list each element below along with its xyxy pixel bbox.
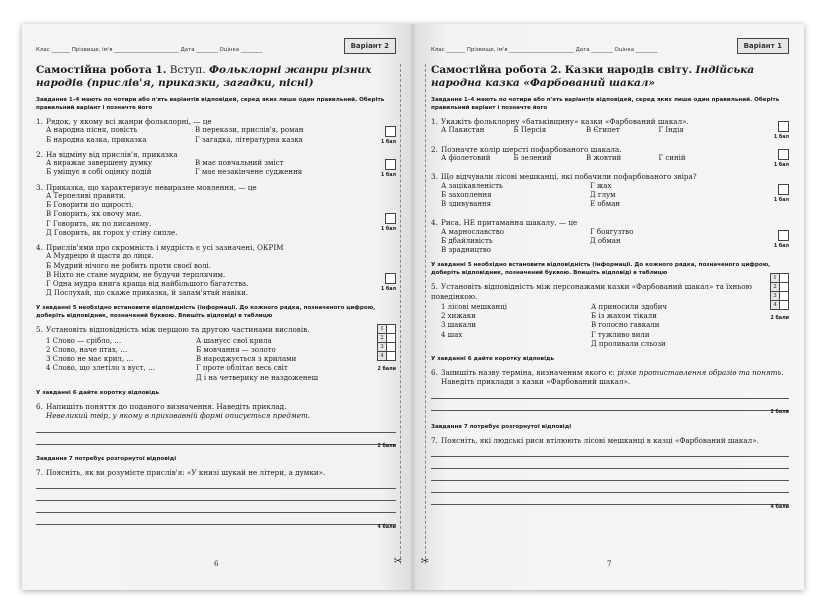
right-column [591, 303, 741, 349]
answer-box[interactable] [778, 121, 789, 132]
work-title [431, 64, 789, 90]
question-number: 5. [431, 282, 438, 292]
option-v[interactable]: В Єгипет [586, 126, 620, 135]
question-number: 1. [36, 117, 43, 126]
student-info-line: Клас _______ Прізвище, ім'я ________________________ Дата ________ Оцінка ________ [36, 47, 263, 53]
question-text: Установіть відповідність між першою та другою частинами висловів. [46, 325, 310, 335]
question-number: 5. [36, 325, 43, 335]
option-v[interactable]: В має повчальний зміст [195, 159, 284, 168]
answer-box[interactable] [778, 149, 789, 160]
option-e[interactable]: Е обман [590, 200, 621, 209]
score-label: 2 бали [377, 444, 396, 450]
option-d[interactable]: Д Послухай, що скаже приказка, й запам'ятай навіки. [46, 289, 249, 298]
option-g[interactable]: Г має незакінчене судження [195, 168, 303, 177]
option-a[interactable]: А зацікавленість [441, 181, 503, 190]
definition-text: різке протиставлення образів та понять. [617, 368, 784, 378]
question-text: На відміну від прислів'я, приказка [46, 149, 178, 159]
page-number: 7 [607, 560, 612, 568]
answer-box[interactable] [385, 213, 396, 224]
grid-num-2: 2 [377, 333, 387, 343]
question-text: Приказка, що характеризує невиразне мовлення, — це [46, 182, 257, 192]
question-text: Укажіть фольклорну «батьківщину» казки «Фарбований шакал». [441, 117, 689, 126]
option-b[interactable]: Б Мудрий нічого не робить проти своєї волі. [46, 261, 212, 270]
options [441, 182, 731, 210]
option-d[interactable]: Д обман [590, 236, 621, 245]
grid-num-4: 4 [377, 351, 387, 361]
answer-line[interactable] [431, 399, 789, 411]
match-item-3: 3 Слово не має крил, … [46, 355, 134, 364]
question-number: 1. [431, 117, 438, 126]
option-a[interactable]: А фіолетовий [441, 154, 491, 163]
option-v[interactable]: В Говорить, як овочу має. [46, 210, 142, 219]
option-v[interactable]: В здивування [441, 200, 492, 209]
match-option-b: Б із жахом тікали [591, 312, 657, 321]
option-g[interactable]: Г синій [658, 154, 686, 163]
instruction-5: У завданні 5 необхідно встановити відповідність (інформації. До кожного рядка, позначеного цифрою, доберіть відповідник, позначений буквою. Впишіть відповіді в таблицю [431, 262, 771, 277]
question-3 [36, 183, 396, 238]
score-label: 1 бал [380, 226, 396, 232]
option-a[interactable]: А виражає завершену думку [46, 159, 153, 168]
options [441, 154, 731, 163]
right-content [431, 38, 789, 510]
score-label: 1 бал [773, 135, 789, 140]
options [441, 126, 731, 135]
matching-columns [441, 303, 741, 349]
option-g[interactable]: Г жах [590, 181, 612, 190]
option-v[interactable]: В жовтий [586, 154, 622, 163]
option-a[interactable]: А Пакистан [441, 126, 485, 135]
grid-num-4: 4 [770, 300, 780, 310]
work-number: Самостійна робота 1. [36, 64, 167, 76]
instruction-6: У завданні 6 дайте коротку відповідь [36, 389, 160, 396]
score-label: 1 бал [773, 244, 789, 250]
answer-line[interactable] [431, 445, 789, 457]
question-number: 2. [36, 149, 43, 159]
variant-label: Варіант 2 [344, 38, 396, 54]
score-label: 2 бали [377, 367, 396, 373]
question-4 [431, 218, 789, 255]
match-option-g: Г тужливо вили [591, 330, 650, 339]
left-page [22, 24, 411, 590]
matching-columns [46, 337, 346, 383]
variant-label: Варіант 1 [737, 38, 789, 54]
work-intro: Казки народів світу. [564, 64, 693, 76]
question-number: 3. [36, 182, 43, 192]
work-topic: Фольклорні жанри різних народів (прислів'я, приказки, загадки, пісні) [36, 64, 372, 89]
grid-answer-4[interactable] [387, 351, 396, 361]
answer-line[interactable] [36, 477, 396, 489]
score-label: 2 бали [770, 316, 789, 322]
answer-grid [770, 274, 789, 310]
option-a[interactable]: А Терпеливі правити. [46, 192, 126, 201]
match-option-a: А шануєс свої крила [196, 336, 272, 345]
option-b[interactable]: Б народна казка, приказка [46, 135, 147, 144]
option-v[interactable]: В Ніхто не стане мудрим, не будучи терплячим. [46, 270, 226, 279]
match-option-g: Г проте облітає весь світ [196, 364, 288, 373]
question-text: Що відчували лісові мешканці, які побачили пофарбованого звіра? [441, 172, 697, 182]
question-tail: Наведіть приклади з казки «Фарбований шакал». [441, 377, 631, 387]
match-item-4: 4 шах [441, 330, 463, 339]
work-intro: Вступ. [169, 64, 206, 76]
scissors-icon: ✂ [393, 556, 403, 567]
right-header [431, 38, 789, 56]
option-g[interactable]: Г загадка, літературна казка [195, 135, 303, 144]
match-option-a: А приносили здобич [591, 303, 667, 312]
match-item-4: 4 Слово, що злетіло з вуст, … [46, 364, 155, 373]
question-2 [36, 150, 396, 178]
instruction-7: Завдання 7 потребує розгорнутої відповіді [431, 423, 572, 430]
left-column [441, 303, 591, 349]
question-text: Поясніть, які людські риси втілюють лісові мешканці в казці «Фарбований шакал». [441, 435, 759, 445]
question-number: 7. [36, 467, 43, 477]
option-a[interactable]: А народна пісня, повість [46, 126, 138, 135]
question-number: 6. [431, 368, 438, 378]
question-3 [431, 172, 789, 209]
answer-box[interactable] [778, 184, 789, 195]
right-page [415, 24, 804, 590]
match-item-1: 1 Слово — срібло, … [46, 336, 122, 345]
question-number: 2. [431, 144, 438, 154]
match-option-d: Д і на четверику не наздоженеш [196, 373, 319, 382]
question-6 [36, 401, 396, 450]
student-info-line: Клас _______ Прізвище, ім'я ________________________ Дата ________ Оцінка ________ [431, 47, 658, 53]
question-1 [36, 117, 396, 145]
question-4 [36, 243, 396, 298]
option-b[interactable]: Б Говорити по щирості. [46, 201, 134, 210]
work-topic: Індійська народна казка «Фарбований шакал» [431, 64, 755, 89]
score-label: 1 бал [380, 172, 396, 178]
match-item-2: 2 Слово, наче птах, … [46, 346, 128, 355]
answer-line[interactable] [431, 493, 789, 505]
option-a[interactable]: А марнославство [441, 227, 504, 236]
cut-line [400, 64, 401, 564]
answer-box[interactable] [385, 273, 396, 284]
answer-line[interactable] [36, 433, 396, 445]
work-title [36, 64, 396, 90]
left-content [36, 38, 396, 530]
left-header [36, 38, 396, 56]
answer-grid [377, 325, 396, 361]
option-g[interactable]: Г Індія [658, 126, 684, 135]
option-b[interactable]: Б захоплення [441, 190, 492, 199]
answer-line[interactable] [36, 501, 396, 513]
question-text: Напишіть поняття до поданого визначення. Наведіть приклад. [46, 401, 287, 411]
grid-num-2: 2 [770, 282, 780, 292]
question-text: Рядок, у якому всі жанри фольклорні, — це [46, 117, 212, 126]
score-label: 4 бали [770, 504, 789, 510]
match-option-v: В народжується з крилами [196, 355, 297, 364]
match-option-b: Б мовчання — золото [196, 346, 276, 355]
left-column [46, 337, 196, 383]
cut-line [425, 64, 426, 564]
option-d[interactable]: Д Говорить, як горох у стіну сипле. [46, 228, 178, 237]
option-b[interactable]: Б Персія [513, 126, 547, 135]
grid-answer-4[interactable] [780, 300, 789, 310]
question-5 [36, 325, 396, 382]
instruction-1-4: Завдання 1–4 мають по чотири або п'ять варіантів відповідей, серед яких лише один правильний. Оберіть правильний варіант і позначте його [431, 97, 780, 111]
answer-line[interactable] [36, 421, 396, 433]
question-text: Риса, НЕ притаманна шакалу, — це [441, 218, 578, 228]
options [46, 159, 336, 177]
question-1 [431, 117, 789, 140]
match-item-3: 3 шакали [441, 321, 477, 330]
match-item-1: 1 лісові мешканці [441, 303, 507, 312]
instruction-6: У завданні 6 дайте коротку відповідь [431, 356, 555, 363]
match-item-2: 2 хижаки [441, 312, 476, 321]
page-number: 6 [214, 560, 219, 568]
answer-line[interactable] [36, 513, 396, 525]
options [46, 192, 336, 238]
match-option-v: В голосно гавкали [591, 321, 660, 330]
option-v[interactable]: В зрадництво [441, 246, 492, 255]
answer-box[interactable] [778, 230, 789, 241]
score-label: 4 бали [377, 524, 396, 530]
grid-num-3: 3 [770, 291, 780, 301]
workbook-spread [22, 24, 804, 590]
definition-text: Невеликий твір, у якому в приховавній формі описується предмет. [46, 411, 311, 421]
grid-num-3: 3 [377, 342, 387, 352]
match-option-d: Д проливали сльози [591, 339, 666, 348]
option-b[interactable]: Б уміщує в собі оцінку подій [46, 168, 152, 177]
question-text: Поясніть, як ви розумієте прислів'я: «У книзі шукай не літери, а думки». [46, 467, 326, 477]
answer-box[interactable] [385, 126, 396, 137]
option-a[interactable]: А Мудрецю й щастя до лиця. [46, 252, 154, 261]
answer-line[interactable] [431, 387, 789, 399]
question-5 [431, 275, 789, 349]
score-label: 1 бал [773, 198, 789, 204]
score-label: 1 бал [380, 287, 396, 293]
option-d[interactable]: Д глум [590, 190, 616, 199]
option-b[interactable]: Б дбайливість [441, 236, 493, 245]
question-text: Установіть відповідність між персонажами казки «Фарбований шакал» та їхньою поведінкою. [431, 282, 752, 301]
answer-line[interactable] [36, 489, 396, 501]
options [46, 252, 336, 298]
option-b[interactable]: Б зелений [513, 154, 552, 163]
answer-line[interactable] [431, 457, 789, 469]
answer-line[interactable] [431, 469, 789, 481]
right-column [196, 337, 346, 383]
question-2 [431, 144, 789, 168]
question-number: 7. [431, 435, 438, 445]
scissors-icon: ✂ [420, 556, 430, 567]
question-number: 4. [431, 218, 438, 228]
option-g[interactable]: Г боягузтво [590, 227, 634, 236]
instruction-5: У завданні 5 необхідно встановити відповідність (інформації. До кожного рядка, позначеного цифрою, доберіть відповідник, позначений буквою. Впишіть відповіді в таблицю [36, 305, 376, 320]
answer-line[interactable] [431, 481, 789, 493]
question-6 [431, 368, 789, 416]
question-text: Позначте колір шерсті пофарбованого шакала. [441, 144, 622, 154]
option-g[interactable]: Г Одна мудра книга краща від найбільшого багатства. [46, 280, 249, 289]
option-v[interactable]: В перекази, прислів'я, роман [195, 126, 304, 135]
score-label: 1 бал [380, 140, 396, 145]
grid-num-1: 1 [377, 324, 387, 334]
question-text: Запишіть назву терміна, визначеним якого є: [441, 368, 615, 378]
score-label: 2 бали [770, 410, 789, 416]
answer-box[interactable] [385, 159, 396, 170]
instruction-7: Завдання 7 потребує розгорнутої відповіді [36, 455, 177, 462]
instruction-1-4: Завдання 1–4 мають по чотири або п'ять варіантів відповідей, серед яких лише один правильний. Оберіть правильний варіант і позначте його [36, 97, 385, 111]
question-7 [36, 467, 396, 530]
question-number: 3. [431, 172, 438, 182]
options [46, 126, 336, 144]
work-number: Самостійна робота 2. [431, 64, 562, 76]
question-text: Прислів'ями про скромність і мудрість є усі зазначені, ОКРІМ [46, 243, 284, 253]
option-g[interactable]: Г Говорить, як по писаному. [46, 219, 152, 228]
question-7 [431, 435, 789, 510]
score-label: 1 бал [773, 162, 789, 168]
question-number: 6. [36, 401, 43, 411]
grid-num-1: 1 [770, 273, 780, 283]
question-number: 4. [36, 243, 43, 253]
options [441, 228, 731, 256]
